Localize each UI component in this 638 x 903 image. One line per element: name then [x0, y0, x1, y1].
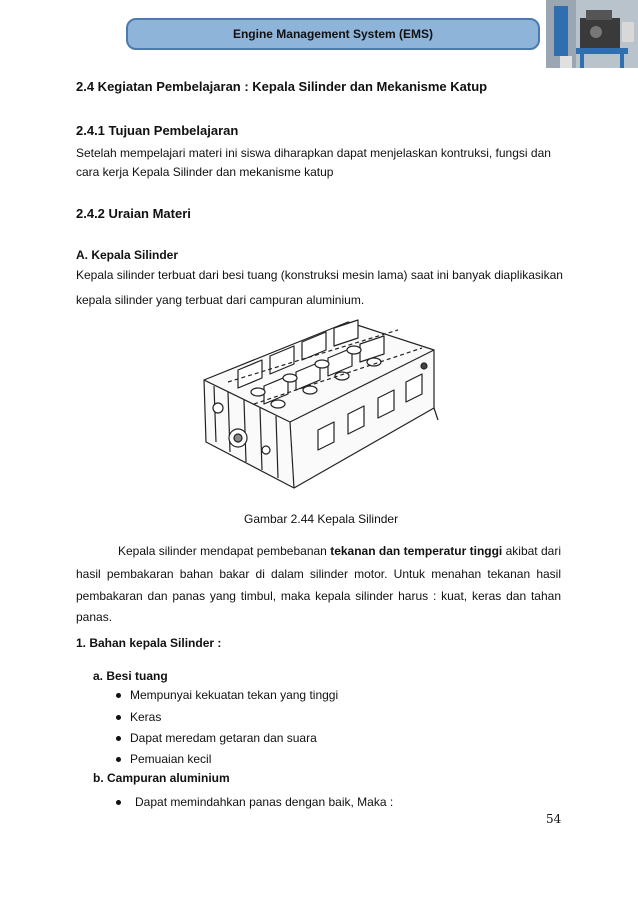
header-title: Engine Management System (EMS) [232, 27, 434, 41]
uraian-heading: 2.4.2 Uraian Materi [76, 206, 191, 221]
section-heading: 2.4 Kegiatan Pembelajaran : Kepala Silinder dan Mekanisme Katup [76, 79, 488, 94]
list-item-text: Dapat memindahkan panas dengan baik, Maka : [135, 795, 394, 809]
list-item-text: Keras [130, 710, 162, 724]
list-item [116, 710, 161, 724]
paragraph-line-1-post: akibat dari [502, 544, 561, 558]
list-item-text: Dapat meredam getaran dan suara [130, 731, 317, 745]
bullet-icon [116, 693, 121, 698]
paragraph-line-1-pre: Kepala silinder mendapat pembebanan [118, 544, 331, 558]
paragraph-line-1 [118, 542, 561, 560]
list-item-text: Mempunyai kekuatan tekan yang tinggi [130, 688, 339, 702]
bullet-icon [116, 800, 121, 805]
list-item [116, 752, 211, 766]
figure-caption: Gambar 2.44 Kepala Silinder [244, 512, 399, 526]
bahan-b-label: b. Campuran aluminium [93, 771, 230, 785]
kepala-heading: A. Kepala Silinder [76, 248, 179, 262]
bahan-a-label: a. Besi tuang [93, 669, 168, 683]
bullet-icon [116, 715, 121, 720]
kepala-line-2: kepala silinder yang terbuat dari campuran aluminium. [76, 293, 365, 307]
kepala-line-1: Kepala silinder terbuat dari besi tuang (konstruksi mesin lama) saat ini banyak diaplikasikan [76, 268, 563, 282]
page-number: 54 [546, 812, 562, 826]
paragraph-line-3: pembakaran dan panas yang timbul, maka kepala silinder harus : kuat, keras dan tahan [76, 589, 561, 603]
tujuan-heading: 2.4.1 Tujuan Pembelajaran [76, 123, 239, 138]
bullet-icon [116, 757, 121, 762]
paragraph-line-1-bold: tekanan dan temperatur tinggi [330, 544, 503, 558]
tujuan-line-1: Setelah mempelajari materi ini siswa diharapkan dapat menjelaskan kontruksi, fungsi dan [76, 146, 551, 160]
header-banner [126, 18, 540, 50]
bahan-heading: 1. Bahan kepala Silinder : [76, 636, 222, 650]
list-item [116, 731, 317, 745]
list-item [116, 688, 338, 702]
cylinder-head-figure [198, 310, 440, 496]
bullet-icon [116, 736, 121, 741]
list-item [116, 795, 393, 809]
paragraph-line-4: panas. [76, 610, 113, 624]
engine-trainer-photo [546, 0, 638, 68]
paragraph-line-2: hasil pembakaran bahan bakar di dalam silinder motor. Untuk menahan tekanan hasil [76, 567, 561, 581]
list-item-text: Pemuaian kecil [130, 752, 212, 766]
tujuan-line-2: cara kerja Kepala Silinder dan mekanisme katup [76, 165, 334, 179]
